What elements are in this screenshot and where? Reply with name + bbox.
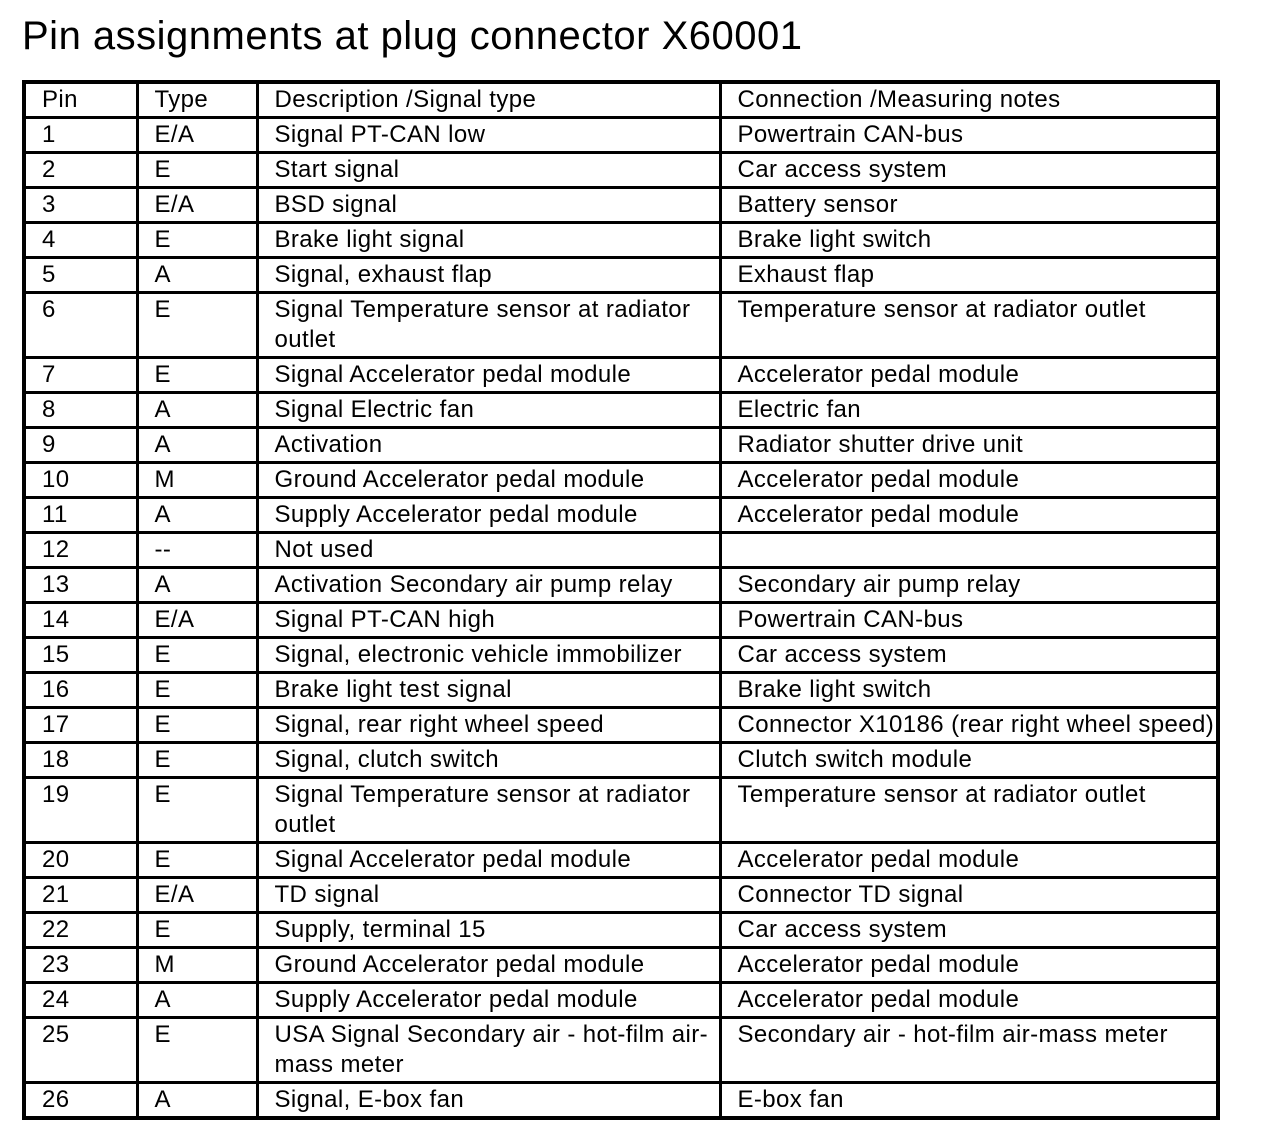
cell-description: Ground Accelerator pedal module [257,948,720,983]
cell-description: Ground Accelerator pedal module [257,463,720,498]
cell-description: Signal Temperature sensor at radiator outlet [257,293,720,358]
cell-type: A [137,1083,257,1119]
cell-type: E [137,358,257,393]
cell-connection: Secondary air pump relay [720,568,1218,603]
cell-connection: Car access system [720,153,1218,188]
cell-connection: Powertrain CAN-bus [720,118,1218,153]
cell-description: Supply Accelerator pedal module [257,983,720,1018]
cell-description: Start signal [257,153,720,188]
cell-type: M [137,948,257,983]
table-row [24,743,1218,778]
table-row [24,258,1218,293]
cell-description: Signal, exhaust flap [257,258,720,293]
header-pin: Pin [24,82,137,118]
cell-connection: Accelerator pedal module [720,358,1218,393]
table-row [24,1018,1218,1083]
header-description: Description /Signal type [257,82,720,118]
cell-type: E [137,1018,257,1083]
cell-type: A [137,258,257,293]
table-row [24,358,1218,393]
cell-connection: Accelerator pedal module [720,843,1218,878]
cell-connection: Accelerator pedal module [720,983,1218,1018]
header-connection: Connection /Measuring notes [720,82,1218,118]
cell-connection: Brake light switch [720,223,1218,258]
pin-assignment-table [22,80,1220,1120]
cell-pin: 15 [24,638,137,673]
cell-type: E [137,673,257,708]
cell-type: A [137,983,257,1018]
cell-type: A [137,428,257,463]
cell-description: USA Signal Secondary air - hot-film air-mass meter [257,1018,720,1083]
cell-description: Signal PT-CAN low [257,118,720,153]
cell-type: E/A [137,118,257,153]
cell-pin: 8 [24,393,137,428]
cell-type: M [137,463,257,498]
cell-pin: 5 [24,258,137,293]
cell-pin: 11 [24,498,137,533]
table-row [24,708,1218,743]
cell-connection: Clutch switch module [720,743,1218,778]
cell-type: E/A [137,603,257,638]
cell-connection: Powertrain CAN-bus [720,603,1218,638]
table-body [24,118,1218,1119]
cell-description: Signal, clutch switch [257,743,720,778]
table-row [24,638,1218,673]
page-title: Pin assignments at plug connector X60001 [22,14,803,58]
cell-description: Signal Accelerator pedal module [257,843,720,878]
table-header-row [24,82,1218,118]
cell-description: Signal, electronic vehicle immobilizer [257,638,720,673]
cell-connection: Car access system [720,913,1218,948]
cell-type: E/A [137,188,257,223]
cell-type: E [137,223,257,258]
cell-pin: 24 [24,983,137,1018]
cell-connection: Connector X10186 (rear right wheel speed) [720,708,1218,743]
cell-type: E [137,743,257,778]
cell-description: Activation Secondary air pump relay [257,568,720,603]
table-row [24,983,1218,1018]
cell-pin: 10 [24,463,137,498]
cell-connection [720,533,1218,568]
cell-connection: Accelerator pedal module [720,498,1218,533]
cell-pin: 12 [24,533,137,568]
cell-pin: 19 [24,778,137,843]
cell-connection: Brake light switch [720,673,1218,708]
cell-pin: 13 [24,568,137,603]
cell-pin: 22 [24,913,137,948]
cell-description: Activation [257,428,720,463]
table-row [24,428,1218,463]
cell-connection: Connector TD signal [720,878,1218,913]
cell-pin: 3 [24,188,137,223]
table-row [24,118,1218,153]
cell-connection: Exhaust flap [720,258,1218,293]
table-row [24,878,1218,913]
cell-description: Signal Electric fan [257,393,720,428]
cell-pin: 2 [24,153,137,188]
cell-connection: Accelerator pedal module [720,463,1218,498]
cell-connection: Radiator shutter drive unit [720,428,1218,463]
cell-connection: Electric fan [720,393,1218,428]
table-row [24,673,1218,708]
cell-description: Supply, terminal 15 [257,913,720,948]
cell-connection: Temperature sensor at radiator outlet [720,778,1218,843]
table-row [24,223,1218,258]
cell-description: Signal PT-CAN high [257,603,720,638]
cell-description: Signal, E-box fan [257,1083,720,1119]
cell-pin: 26 [24,1083,137,1119]
cell-pin: 16 [24,673,137,708]
cell-pin: 18 [24,743,137,778]
cell-description: Not used [257,533,720,568]
table-row [24,948,1218,983]
cell-pin: 20 [24,843,137,878]
cell-type: E [137,638,257,673]
cell-pin: 9 [24,428,137,463]
table-row [24,393,1218,428]
cell-description: Brake light test signal [257,673,720,708]
cell-description: Brake light signal [257,223,720,258]
cell-description: TD signal [257,878,720,913]
cell-type: -- [137,533,257,568]
table-row [24,778,1218,843]
cell-type: E [137,913,257,948]
cell-pin: 17 [24,708,137,743]
cell-pin: 21 [24,878,137,913]
table-row [24,843,1218,878]
cell-type: A [137,498,257,533]
header-type: Type [137,82,257,118]
cell-pin: 25 [24,1018,137,1083]
cell-type: E [137,153,257,188]
cell-connection: Car access system [720,638,1218,673]
cell-connection: Secondary air - hot-film air-mass meter [720,1018,1218,1083]
cell-connection: Accelerator pedal module [720,948,1218,983]
cell-description: BSD signal [257,188,720,223]
cell-type: E [137,293,257,358]
table-row [24,153,1218,188]
table-row [24,293,1218,358]
cell-type: E [137,708,257,743]
cell-description: Signal Accelerator pedal module [257,358,720,393]
cell-description: Signal Temperature sensor at radiator outlet [257,778,720,843]
cell-type: A [137,568,257,603]
table-row [24,568,1218,603]
cell-pin: 4 [24,223,137,258]
cell-type: A [137,393,257,428]
cell-pin: 23 [24,948,137,983]
table-row [24,463,1218,498]
cell-pin: 1 [24,118,137,153]
cell-pin: 7 [24,358,137,393]
cell-pin: 14 [24,603,137,638]
cell-connection: E-box fan [720,1083,1218,1119]
cell-description: Signal, rear right wheel speed [257,708,720,743]
cell-pin: 6 [24,293,137,358]
table-row [24,498,1218,533]
cell-type: E [137,778,257,843]
table-row [24,188,1218,223]
table-row [24,533,1218,568]
table-row [24,1083,1218,1119]
cell-type: E [137,843,257,878]
cell-description: Supply Accelerator pedal module [257,498,720,533]
cell-connection: Battery sensor [720,188,1218,223]
cell-connection: Temperature sensor at radiator outlet [720,293,1218,358]
table-row [24,913,1218,948]
cell-type: E/A [137,878,257,913]
table-row [24,603,1218,638]
